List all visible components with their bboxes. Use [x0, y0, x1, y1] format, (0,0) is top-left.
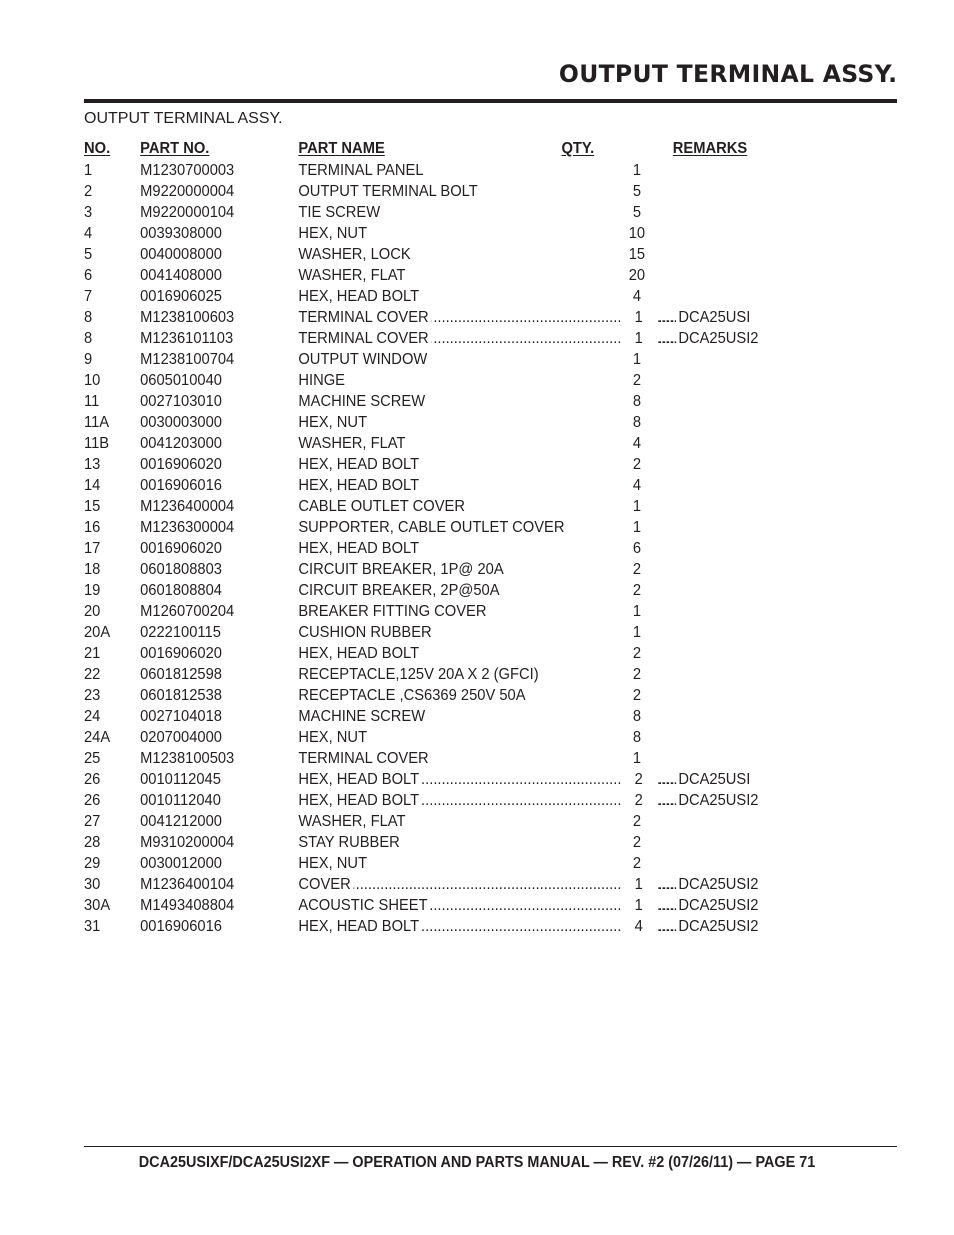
quantity: 2: [632, 834, 642, 851]
part-name: BREAKER FITTING COVER: [298, 603, 487, 620]
part-number: 0016906016: [140, 477, 222, 494]
footer-rule: [84, 1146, 897, 1147]
part-name: RECEPTACLE ,CS6369 250V 50A: [298, 687, 526, 704]
quantity: 6: [632, 540, 642, 557]
item-no: 11B: [84, 435, 110, 452]
part-name: HINGE: [298, 372, 345, 389]
table-row: [84, 202, 719, 223]
table-row: [84, 160, 719, 181]
item-no: 18: [84, 561, 101, 578]
item-no: 2: [84, 183, 93, 200]
part-name: HEX, HEAD BOLT: [298, 645, 420, 662]
table-row: [84, 853, 719, 874]
quantity: 2: [632, 855, 642, 872]
item-no: 26: [84, 792, 101, 809]
table-row: [84, 580, 719, 601]
part-number: 0601808803: [140, 561, 222, 578]
leader-dots: [298, 874, 675, 895]
part-name: WASHER, FLAT: [298, 267, 406, 284]
part-name: TERMINAL COVER: [298, 328, 431, 349]
part-number: M1493408804: [140, 897, 235, 914]
part-number: 0030012000: [140, 855, 222, 872]
item-no: 29: [84, 855, 101, 872]
remarks: DCA25USI2: [678, 792, 759, 809]
table-row: [84, 349, 719, 370]
header-part-no: PART NO.: [140, 140, 210, 157]
table-row: [84, 223, 719, 244]
quantity: 4: [632, 477, 642, 494]
table-row: [84, 559, 719, 580]
item-no: 24A: [84, 729, 111, 746]
item-no: 9: [84, 351, 93, 368]
quantity: 1: [632, 519, 642, 536]
item-no: 21: [84, 645, 101, 662]
item-no: 3: [84, 204, 93, 221]
quantity: 8: [632, 729, 642, 746]
table-row: [84, 790, 759, 811]
part-name: HEX, HEAD BOLT: [298, 769, 422, 790]
quantity: 5: [632, 204, 642, 221]
table-row: [84, 286, 719, 307]
part-name: HEX, HEAD BOLT: [298, 540, 420, 557]
table-row: [84, 475, 719, 496]
item-no: 26: [84, 771, 101, 788]
table-row: [84, 265, 719, 286]
part-number: 0016906025: [140, 288, 222, 305]
part-name: HEX, NUT: [298, 225, 368, 242]
quantity: 2: [632, 456, 642, 473]
quantity: 15: [628, 246, 646, 263]
table-row: [84, 412, 719, 433]
table-row: [84, 748, 719, 769]
item-no: 4: [84, 225, 93, 242]
part-number: M1238100503: [140, 750, 235, 767]
table-row: [84, 832, 719, 853]
item-no: 8: [84, 330, 93, 347]
item-no: 10: [84, 372, 101, 389]
part-name: HEX, NUT: [298, 729, 368, 746]
remarks: DCA25USI2: [678, 918, 759, 935]
part-number: M1236300004: [140, 519, 235, 536]
part-name: TIE SCREW: [298, 204, 381, 221]
part-number: M1230700003: [140, 162, 235, 179]
part-number: 0601808804: [140, 582, 222, 599]
quantity: 2: [632, 561, 642, 578]
part-number: 0601812598: [140, 666, 222, 683]
part-name: HEX, NUT: [298, 855, 368, 872]
quantity: 1: [632, 162, 642, 179]
header-no: NO.: [84, 140, 111, 157]
part-name: STAY RUBBER: [298, 834, 400, 851]
item-no: 20A: [84, 624, 111, 641]
part-name: OUTPUT TERMINAL BOLT: [298, 183, 478, 200]
part-number: 0039308000: [140, 225, 222, 242]
part-number: 0030003000: [140, 414, 222, 431]
part-number: 0027103010: [140, 393, 222, 410]
page-footer: DCA25USIXF/DCA25USI2XF — OPERATION AND PARTS MANUAL — REV. #2 (07/26/11) — PAGE 71: [138, 1154, 816, 1171]
item-no: 24: [84, 708, 101, 725]
quantity: 1: [620, 874, 657, 895]
part-number: M1238100704: [140, 351, 235, 368]
table-row: [84, 517, 719, 538]
quantity: 8: [632, 708, 642, 725]
item-no: 15: [84, 498, 101, 515]
part-number: 0010112040: [140, 792, 221, 809]
part-name: TERMINAL PANEL: [298, 162, 424, 179]
part-number: 0027104018: [140, 708, 222, 725]
item-no: 16: [84, 519, 101, 536]
page-title: OUTPUT TERMINAL ASSY.: [558, 60, 897, 88]
table-row: [84, 328, 759, 349]
quantity: 20: [628, 267, 646, 284]
table-row: [84, 244, 719, 265]
quantity: 2: [632, 813, 642, 830]
part-name: HEX, HEAD BOLT: [298, 916, 422, 937]
quantity: 1: [632, 750, 642, 767]
quantity: 1: [632, 498, 642, 515]
part-number: M9310200004: [140, 834, 235, 851]
part-name: WASHER, FLAT: [298, 813, 406, 830]
part-number: 0041408000: [140, 267, 222, 284]
item-no: 6: [84, 267, 93, 284]
part-name: HEX, HEAD BOLT: [298, 790, 422, 811]
table-row: [84, 811, 719, 832]
part-number: 0016906016: [140, 918, 222, 935]
header-remarks: REMARKS: [672, 140, 748, 157]
table-row: [84, 874, 759, 895]
quantity: 4: [632, 288, 642, 305]
quantity: 2: [632, 582, 642, 599]
item-no: 13: [84, 456, 101, 473]
part-number: 0222100115: [140, 624, 221, 641]
part-number: 0016906020: [140, 540, 222, 557]
quantity: 4: [632, 435, 642, 452]
table-row: [84, 454, 719, 475]
table-row: [84, 769, 751, 790]
part-name: COVER: [298, 874, 353, 895]
item-no: 11: [84, 393, 100, 410]
table-row: [84, 916, 759, 937]
item-no: 30: [84, 876, 101, 893]
quantity: 1: [620, 307, 657, 328]
quantity: 2: [620, 790, 657, 811]
table-row: [84, 601, 719, 622]
part-number: M1238100603: [140, 309, 235, 326]
table-row: [84, 643, 719, 664]
part-name: RECEPTACLE,125V 20A X 2 (GFCI): [298, 666, 539, 683]
quantity: 2: [632, 666, 642, 683]
table-row: [84, 391, 719, 412]
table-row: [84, 895, 759, 916]
part-name: SUPPORTER, CABLE OUTLET COVER: [298, 519, 565, 536]
quantity: 1: [620, 895, 657, 916]
table-row: [84, 622, 719, 643]
item-no: 5: [84, 246, 93, 263]
part-number: M9220000004: [140, 183, 235, 200]
table-row: [84, 538, 719, 559]
quantity: 2: [632, 372, 642, 389]
section-heading: OUTPUT TERMINAL ASSY.: [84, 110, 283, 127]
part-name: WASHER, FLAT: [298, 435, 406, 452]
header-part-name: PART NAME: [298, 140, 385, 157]
quantity: 2: [620, 769, 657, 790]
part-number: 0041203000: [140, 435, 222, 452]
part-name: MACHINE SCREW: [298, 393, 426, 410]
quantity: 8: [632, 414, 642, 431]
item-no: 27: [84, 813, 101, 830]
remarks: DCA25USI: [678, 309, 751, 326]
quantity: 2: [632, 645, 642, 662]
table-row: [84, 307, 751, 328]
part-number: M1260700204: [140, 603, 235, 620]
part-number: 0016906020: [140, 645, 222, 662]
part-number: M1236400104: [140, 876, 235, 893]
part-number: 0040008000: [140, 246, 222, 263]
part-name: WASHER, LOCK: [298, 246, 411, 263]
item-no: 17: [84, 540, 101, 557]
part-number: M1236400004: [140, 498, 235, 515]
part-name: HEX, HEAD BOLT: [298, 477, 420, 494]
remarks: DCA25USI2: [678, 330, 759, 347]
part-number: 0010112045: [140, 771, 221, 788]
item-no: 7: [84, 288, 93, 305]
part-name: CUSHION RUBBER: [298, 624, 432, 641]
part-name: HEX, HEAD BOLT: [298, 288, 420, 305]
part-name: ACOUSTIC SHEET: [298, 895, 430, 916]
table-header: [84, 138, 748, 160]
table-row: [84, 496, 719, 517]
part-number: M9220000104: [140, 204, 235, 221]
remarks: DCA25USI2: [678, 876, 759, 893]
remarks: DCA25USI2: [678, 897, 759, 914]
table-row: [84, 433, 719, 454]
part-number: 0207004000: [140, 729, 222, 746]
item-no: 19: [84, 582, 101, 599]
title-rule: [84, 99, 897, 103]
item-no: 23: [84, 687, 101, 704]
item-no: 11A: [84, 414, 110, 431]
item-no: 8: [84, 309, 93, 326]
table-row: [84, 685, 719, 706]
part-number: 0605010040: [140, 372, 222, 389]
item-no: 20: [84, 603, 101, 620]
item-no: 28: [84, 834, 101, 851]
quantity: 10: [628, 225, 646, 242]
part-name: CIRCUIT BREAKER, 2P@50A: [298, 582, 500, 599]
part-name: TERMINAL COVER: [298, 307, 431, 328]
table-row: [84, 706, 719, 727]
item-no: 30A: [84, 897, 111, 914]
table-row: [84, 664, 719, 685]
item-no: 14: [84, 477, 101, 494]
part-number: 0016906020: [140, 456, 222, 473]
quantity: 4: [620, 916, 657, 937]
parts-table: [84, 138, 774, 937]
header-qty: QTY.: [561, 140, 595, 157]
item-no: 25: [84, 750, 101, 767]
part-name: MACHINE SCREW: [298, 708, 426, 725]
quantity: 2: [632, 687, 642, 704]
item-no: 31: [84, 918, 101, 935]
part-name: HEX, NUT: [298, 414, 368, 431]
quantity: 1: [632, 624, 642, 641]
quantity: 1: [632, 351, 642, 368]
table-body: [84, 160, 774, 937]
table-row: [84, 727, 719, 748]
table-row: [84, 181, 719, 202]
table-row: [84, 370, 719, 391]
part-name: CIRCUIT BREAKER, 1P@ 20A: [298, 561, 504, 578]
part-name: TERMINAL COVER: [298, 750, 429, 767]
part-name: HEX, HEAD BOLT: [298, 456, 420, 473]
part-name: OUTPUT WINDOW: [298, 351, 428, 368]
part-number: 0041212000: [140, 813, 222, 830]
part-number: 0601812538: [140, 687, 222, 704]
quantity: 8: [632, 393, 642, 410]
item-no: 22: [84, 666, 101, 683]
quantity: 1: [632, 603, 642, 620]
item-no: 1: [84, 162, 93, 179]
part-name: CABLE OUTLET COVER: [298, 498, 465, 515]
remarks: DCA25USI: [678, 771, 751, 788]
part-number: M1236101103: [140, 330, 234, 347]
quantity: 5: [632, 183, 642, 200]
quantity: 1: [620, 328, 657, 349]
